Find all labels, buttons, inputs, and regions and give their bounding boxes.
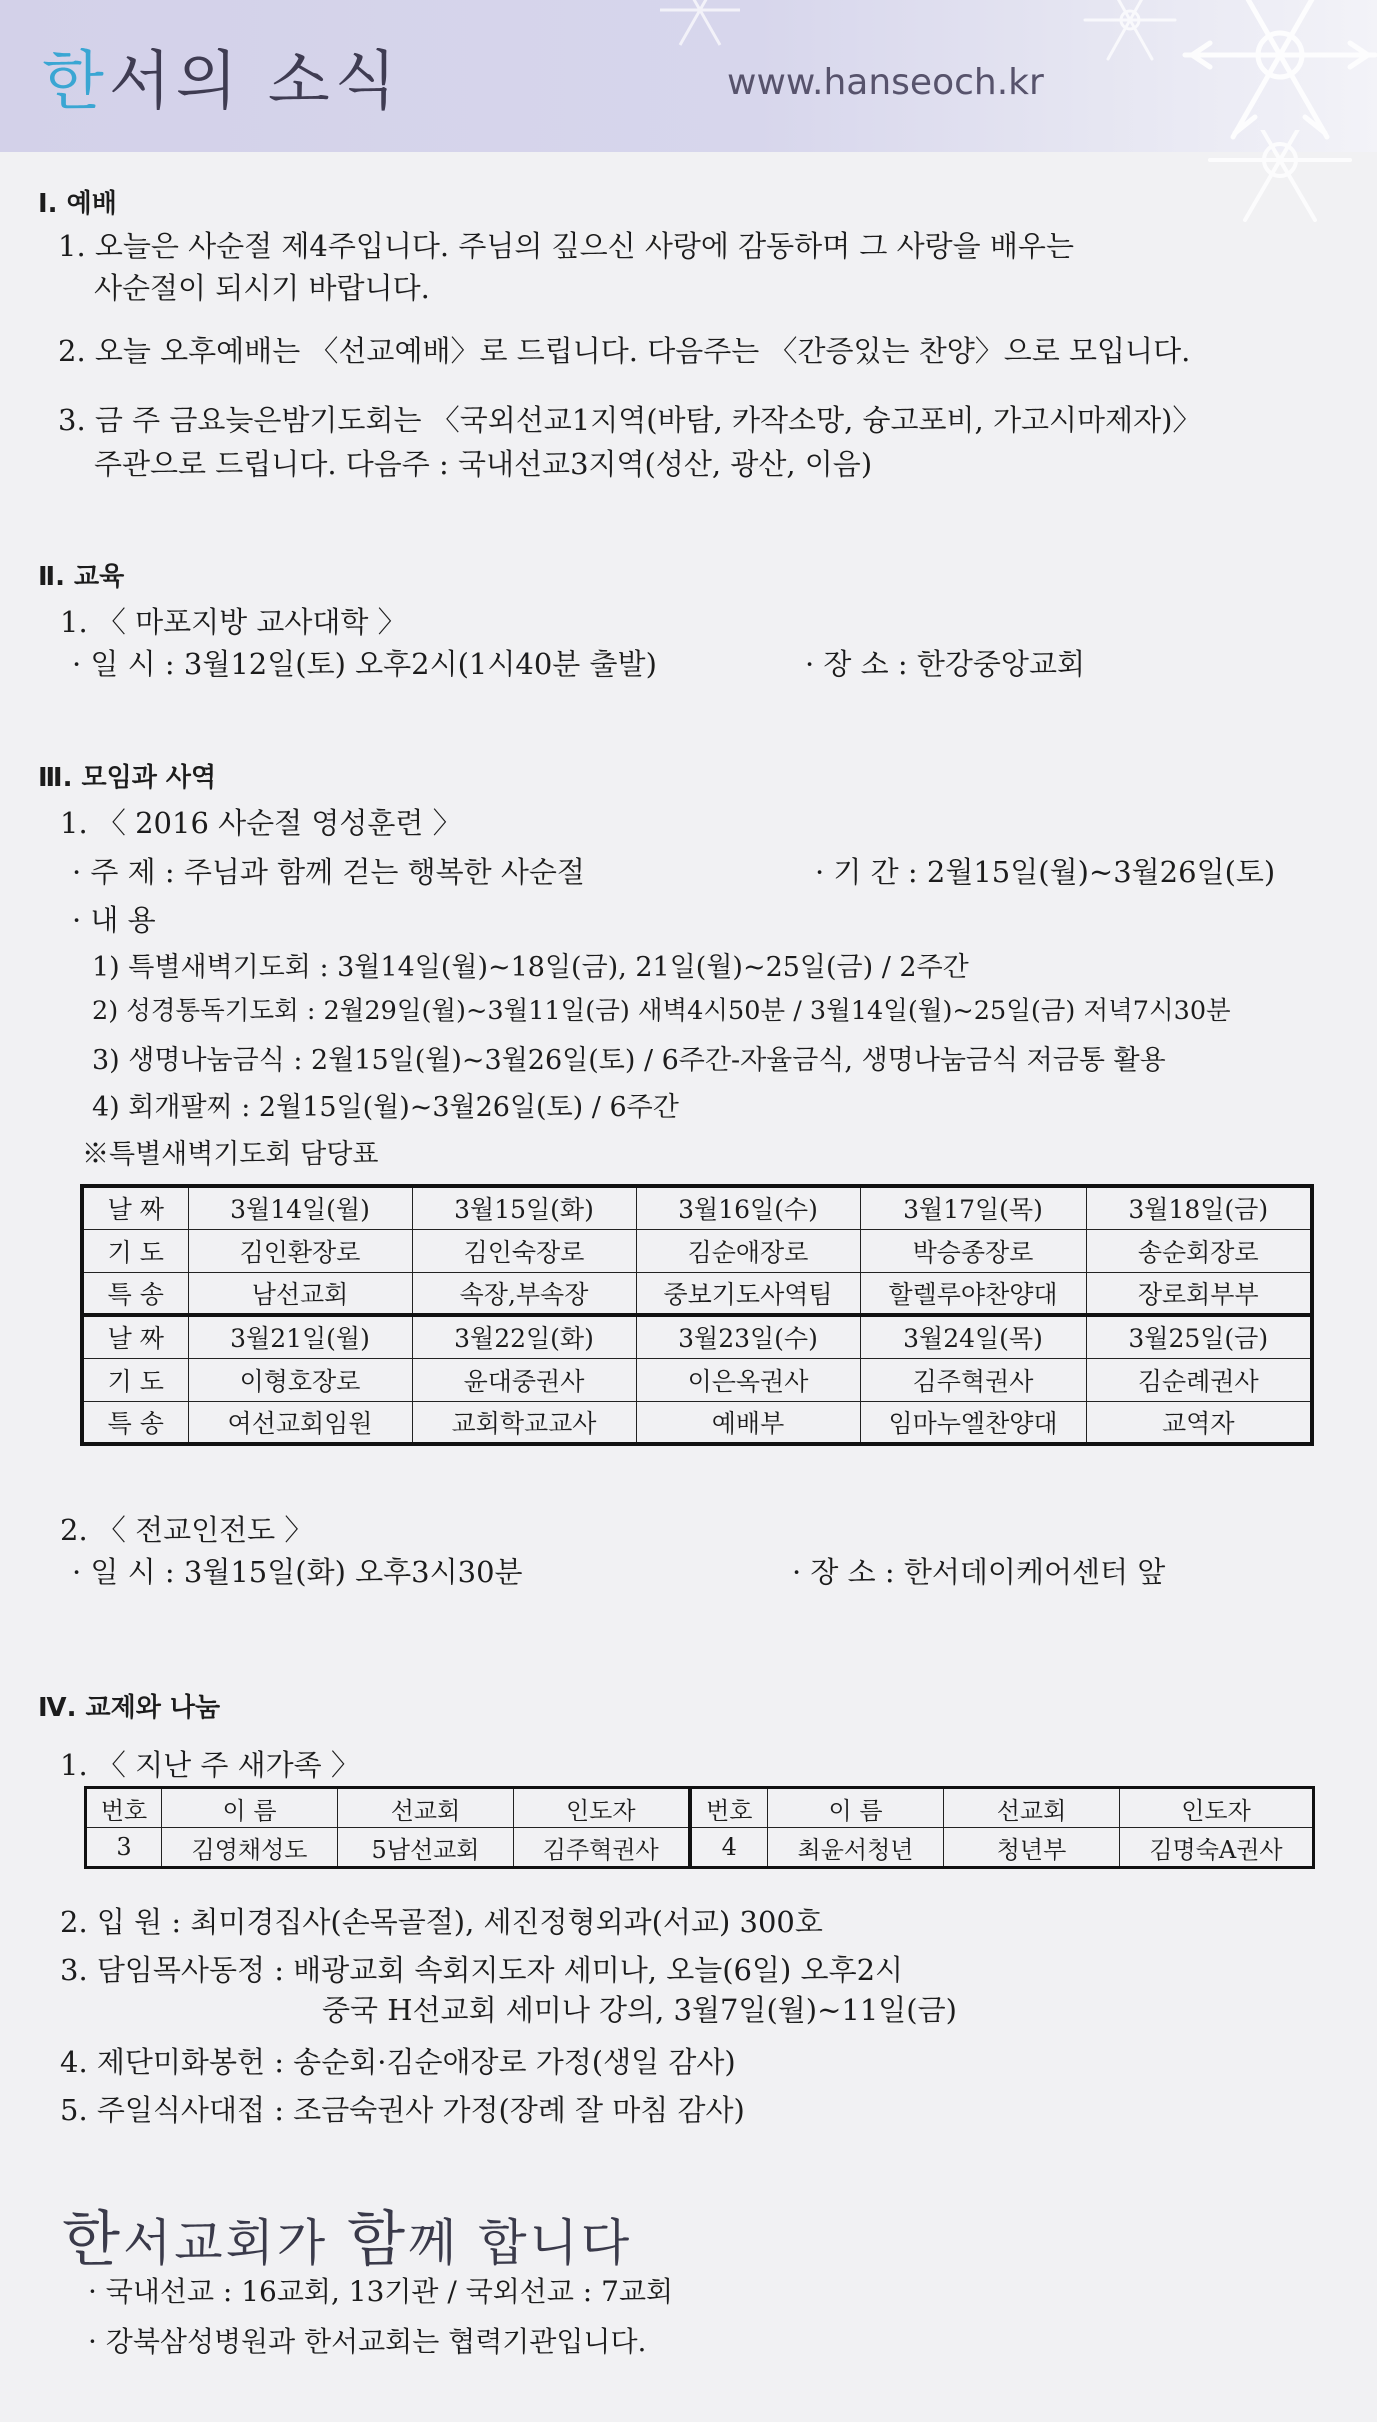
sec1-item-1: 1. 오늘은 사순절 제4주입니다. 주님의 깊으신 사랑에 감동하며 그 사랑을 배우는 bbox=[58, 229, 1074, 263]
sec2-datetime: · 일 시 : 3월12일(토) 오후2시(1시40분 출발) bbox=[72, 647, 657, 681]
table-cell: 이 름 bbox=[162, 1788, 338, 1828]
table-cell: 윤대중권사 bbox=[412, 1358, 636, 1401]
table-cell: 3월21일(월) bbox=[188, 1315, 412, 1358]
table-cell: 3월16일(수) bbox=[636, 1186, 860, 1229]
table-cell: 인도자 bbox=[514, 1788, 690, 1828]
table-cell: 박승종장로 bbox=[860, 1229, 1086, 1272]
table-cell: 김주혁권사 bbox=[860, 1358, 1086, 1401]
table-cell: 3월23일(수) bbox=[636, 1315, 860, 1358]
sec3-content-3: 3) 생명나눔금식 : 2월15일(월)~3월26일(토) / 6주간-자율금식, 생명나눔금식 저금통 활용 bbox=[92, 1045, 1166, 1076]
sec1-item-1-cont: 사순절이 되시기 바랍니다. bbox=[94, 271, 430, 305]
sec3-item-2-place: · 장 소 : 한서데이케어센터 앞 bbox=[792, 1555, 1166, 1589]
table-cell: 기 도 bbox=[82, 1229, 188, 1272]
footer-title-part: 서교회가 bbox=[122, 2214, 348, 2272]
table-cell: 이은옥권사 bbox=[636, 1358, 860, 1401]
table-cell: 장로회부부 bbox=[1086, 1272, 1312, 1315]
table-cell: 김인숙장로 bbox=[412, 1229, 636, 1272]
sec3-content-label: · 내 용 bbox=[72, 903, 156, 937]
table-cell: 3월25일(금) bbox=[1086, 1315, 1312, 1358]
section-1-heading: Ⅰ. 예배 bbox=[38, 189, 117, 219]
table-cell: 선교회 bbox=[338, 1788, 514, 1828]
sec3-item-2-title: 2. 〈 전교인전도 〉 bbox=[60, 1513, 314, 1547]
table-cell: 김순애장로 bbox=[636, 1229, 860, 1272]
sec4-item-4: 4. 제단미화봉헌 : 송순회·김순애장로 가정(생일 감사) bbox=[60, 2045, 736, 2079]
table-cell: 송순회장로 bbox=[1086, 1229, 1312, 1272]
sec3-content-1: 1) 특별새벽기도회 : 3월14일(월)~18일(금), 21일(월)~25일(금) / 2주간 bbox=[92, 952, 969, 983]
section-4-heading: Ⅳ. 교제와 나눔 bbox=[38, 1693, 221, 1723]
table-cell: 4 bbox=[690, 1828, 768, 1868]
table-cell: 3월15일(화) bbox=[412, 1186, 636, 1229]
footer-title-part: 함 bbox=[347, 2205, 409, 2275]
table-row bbox=[86, 1788, 1314, 1828]
section-3-heading: Ⅲ. 모임과 사역 bbox=[38, 763, 217, 793]
sec4-item-1-title: 1. 〈 지난 주 새가족 〉 bbox=[60, 1748, 360, 1782]
sec3-item-1-title: 1. 〈 2016 사순절 영성훈련 〉 bbox=[60, 806, 462, 840]
website-url[interactable]: www.hanseoch.kr bbox=[727, 62, 1044, 103]
table-cell: 남선교회 bbox=[188, 1272, 412, 1315]
table-cell: 김주혁권사 bbox=[514, 1828, 690, 1868]
table-cell: 3월22일(화) bbox=[412, 1315, 636, 1358]
title-first-char: 한 bbox=[42, 45, 109, 119]
table-row bbox=[86, 1828, 1314, 1868]
table-cell: 3 bbox=[86, 1828, 162, 1868]
table-cell: 특 송 bbox=[82, 1272, 188, 1315]
table-row bbox=[82, 1229, 1312, 1272]
table-cell: 최윤서청년 bbox=[768, 1828, 944, 1868]
sec4-item-3-cont: 중국 H선교회 세미나 강의, 3월7일(월)~11일(금) bbox=[322, 1993, 957, 2027]
table-cell: 번호 bbox=[690, 1788, 768, 1828]
table-cell: 교회학교교사 bbox=[412, 1401, 636, 1444]
new-family-table bbox=[84, 1786, 1315, 1869]
sec1-item-2: 2. 오늘 오후예배는 〈선교예배〉로 드립니다. 다음주는 〈간증있는 찬양〉으로 모입니다. bbox=[58, 334, 1191, 368]
title-rest: 서의 소식 bbox=[108, 45, 402, 119]
sec3-content-4: 4) 회개팔찌 : 2월15일(월)~3월26일(토) / 6주간 bbox=[92, 1092, 679, 1123]
table-cell: 3월18일(금) bbox=[1086, 1186, 1312, 1229]
table-cell: 할렐루야찬양대 bbox=[860, 1272, 1086, 1315]
table-cell: 3월17일(목) bbox=[860, 1186, 1086, 1229]
table-row bbox=[82, 1401, 1312, 1444]
table-cell: 중보기도사역팀 bbox=[636, 1272, 860, 1315]
table-row bbox=[82, 1272, 1312, 1315]
table-cell: 속장,부속장 bbox=[412, 1272, 636, 1315]
sec2-item-title: 1. 〈 마포지방 교사대학 〉 bbox=[60, 605, 407, 639]
table-cell: 교역자 bbox=[1086, 1401, 1312, 1444]
header-banner bbox=[0, 0, 1377, 152]
dawn-prayer-schedule-table bbox=[80, 1184, 1314, 1446]
table-cell: 날 짜 bbox=[82, 1186, 188, 1229]
table-cell: 이 름 bbox=[768, 1788, 944, 1828]
table-row bbox=[82, 1358, 1312, 1401]
table-cell: 임마누엘찬양대 bbox=[860, 1401, 1086, 1444]
sec2-place: · 장 소 : 한강중앙교회 bbox=[805, 647, 1085, 681]
table-cell: 3월14일(월) bbox=[188, 1186, 412, 1229]
table-cell: 인도자 bbox=[1120, 1788, 1314, 1828]
footer-line-2: · 강북삼성병원과 한서교회는 협력기관입니다. bbox=[88, 2325, 647, 2358]
sec4-item-3: 3. 담임목사동정 : 배광교회 속회지도자 세미나, 오늘(6일) 오후2시 bbox=[60, 1953, 904, 1987]
table-cell: 여선교회임원 bbox=[188, 1401, 412, 1444]
table-cell: 김명숙A권사 bbox=[1120, 1828, 1314, 1868]
table-cell: 김순례권사 bbox=[1086, 1358, 1312, 1401]
sec4-item-2: 2. 입 원 : 최미경집사(손목골절), 세진정형외과(서교) 300호 bbox=[60, 1905, 823, 1939]
footer-line-1: · 국내선교 : 16교회, 13기관 / 국외선교 : 7교회 bbox=[88, 2275, 674, 2308]
sec3-theme: · 주 제 : 주님과 함께 걷는 행복한 사순절 bbox=[72, 855, 585, 889]
table-row bbox=[82, 1186, 1312, 1229]
table-cell: 번호 bbox=[86, 1788, 162, 1828]
table-cell: 특 송 bbox=[82, 1401, 188, 1444]
sec3-period: · 기 간 : 2월15일(월)~3월26일(토) bbox=[815, 855, 1276, 889]
table-caption: ※특별새벽기도회 담당표 bbox=[82, 1139, 379, 1170]
table-cell: 기 도 bbox=[82, 1358, 188, 1401]
table-cell: 청년부 bbox=[944, 1828, 1120, 1868]
table-row bbox=[82, 1315, 1312, 1358]
section-2-heading: Ⅱ. 교육 bbox=[38, 562, 125, 592]
footer-title bbox=[62, 2192, 632, 2278]
table-cell: 날 짜 bbox=[82, 1315, 188, 1358]
table-cell: 5남선교회 bbox=[338, 1828, 514, 1868]
table-cell: 선교회 bbox=[944, 1788, 1120, 1828]
table-cell: 이형호장로 bbox=[188, 1358, 412, 1401]
table-cell: 김영채성도 bbox=[162, 1828, 338, 1868]
sec3-item-2-datetime: · 일 시 : 3월15일(화) 오후3시30분 bbox=[72, 1555, 523, 1589]
sec3-content-2: 2) 성경통독기도회 : 2월29일(월)~3월11일(금) 새벽4시50분 / 3월14일(월)~25일(금) 저녁7시30분 bbox=[92, 996, 1231, 1026]
sec4-item-5: 5. 주일식사대접 : 조금숙권사 가정(장례 잘 마침 감사) bbox=[60, 2093, 745, 2127]
table-cell: 예배부 bbox=[636, 1401, 860, 1444]
page-title bbox=[42, 30, 401, 122]
sec1-item-3: 3. 금 주 금요늦은밤기도회는 〈국외선교1지역(바탐, 카작소망, 슝고포비, 가고시마제자)〉 bbox=[58, 403, 1202, 437]
table-cell: 3월24일(목) bbox=[860, 1315, 1086, 1358]
table-cell: 김인환장로 bbox=[188, 1229, 412, 1272]
sec1-item-3-cont: 주관으로 드립니다. 다음주 : 국내선교3지역(성산, 광산, 이음) bbox=[94, 447, 873, 481]
footer-title-part: 한 bbox=[62, 2205, 123, 2275]
snowflake-icon bbox=[1180, 130, 1370, 280]
footer-title-part: 께 합니다 bbox=[408, 2214, 633, 2272]
